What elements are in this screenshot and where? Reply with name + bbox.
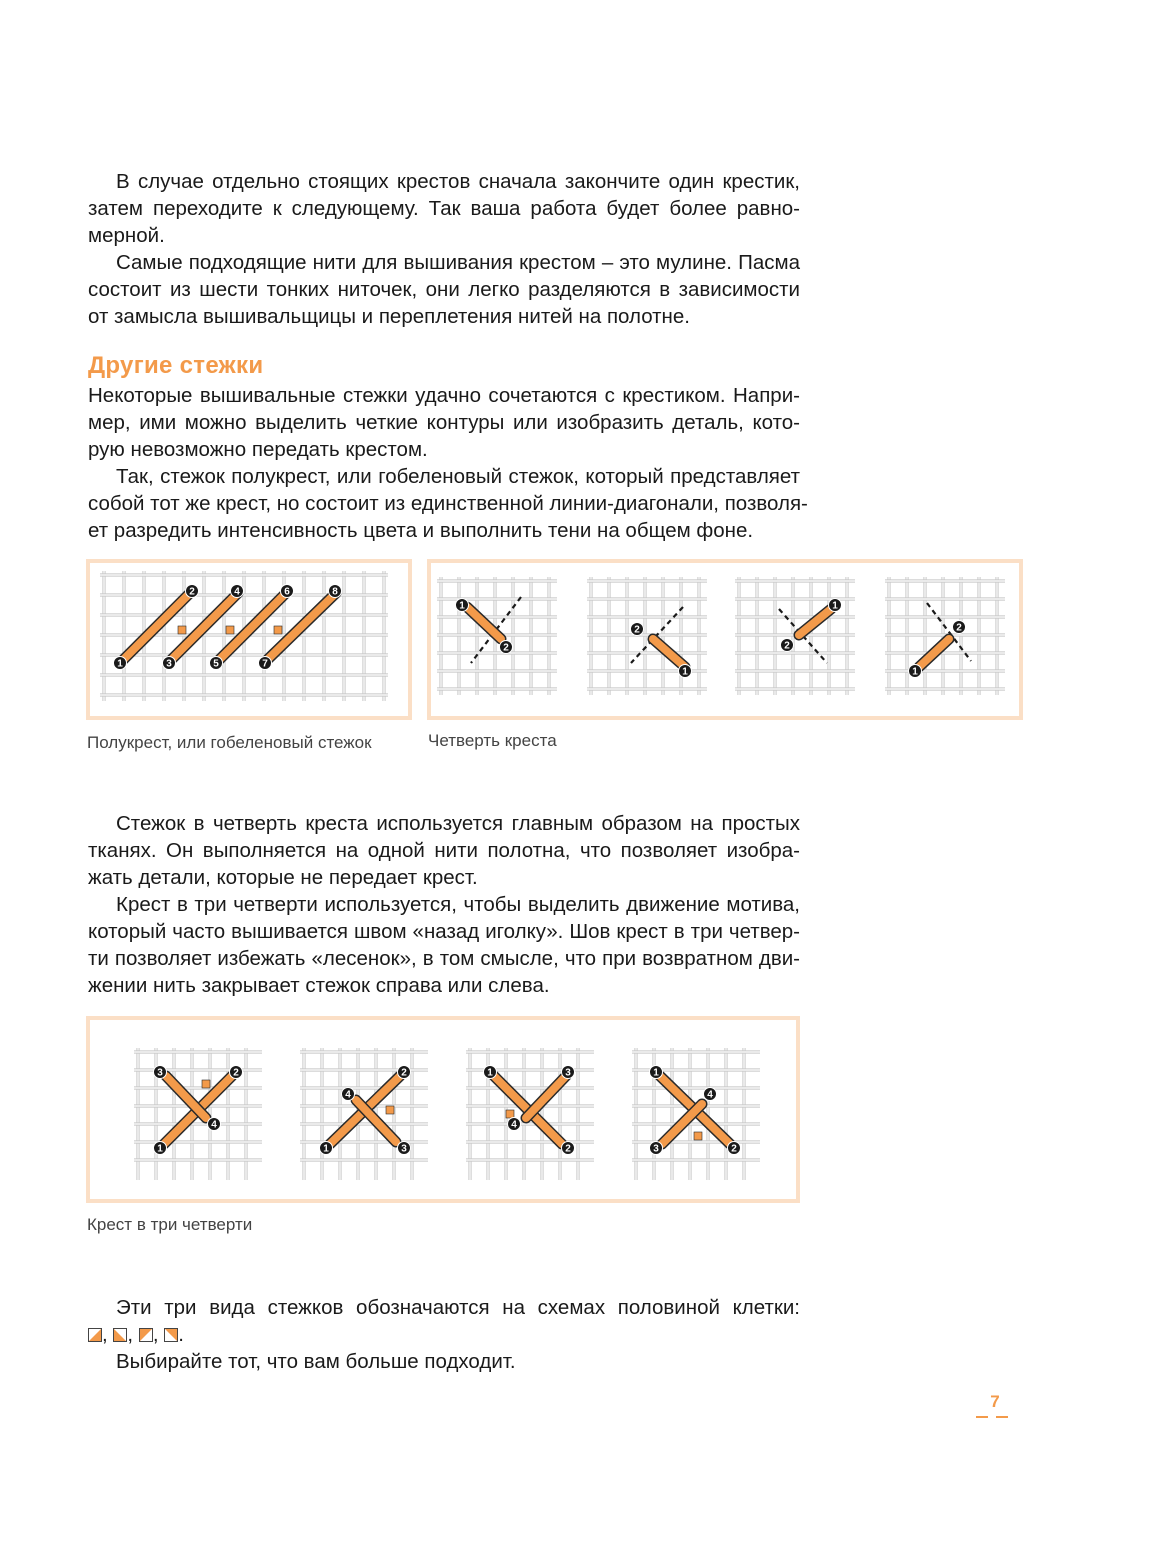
section-heading: Другие стежки (88, 352, 264, 379)
badge-label: 1 (157, 1143, 163, 1155)
half-cell-symbol-icon (164, 1328, 178, 1342)
text-line: ти позволяет избежать «лесенок», в том смысле, что при возвратном дви- (88, 947, 800, 970)
hole-marker (226, 626, 234, 634)
badge-label: 2 (189, 586, 195, 598)
step-number-badge (186, 585, 199, 598)
badge-label: 3 (166, 658, 172, 670)
text-line: мер, ими можно выделить четкие контуры или изобразить деталь, кото- (88, 411, 800, 434)
text-line: жении нить закрывает стежок справа или слева. (88, 974, 550, 997)
step-number-badge (114, 657, 127, 670)
step-number-badge (456, 599, 469, 612)
step-number-badge (679, 665, 692, 678)
badge-label: 4 (707, 1089, 713, 1101)
badge-label: 1 (117, 658, 123, 670)
half-cell-symbol-icon (113, 1328, 127, 1342)
step-number-badge (230, 1066, 243, 1079)
text-line: жать детали, которые не передает крест. (88, 866, 478, 889)
badge-label: 2 (956, 622, 962, 634)
step-number-badge (484, 1066, 497, 1079)
body-paragraph-2 (88, 891, 800, 999)
step-number-badge (342, 1088, 355, 1101)
step-number-badge (329, 585, 342, 598)
symbols-line: , , , . (88, 1321, 800, 1348)
text-line: Так, стежок полукрест, или гобеленовый стежок, который представляет (116, 465, 800, 488)
quarter-cross-diagram (431, 563, 1019, 716)
text-line: рую невозможно передать крестом. (88, 438, 428, 461)
step-number-badge (909, 665, 922, 678)
step-number-badge (398, 1142, 411, 1155)
badge-label: 2 (565, 1143, 571, 1155)
step-number-badge (320, 1142, 333, 1155)
badge-label: 3 (157, 1067, 163, 1079)
half-cross-diagram (90, 563, 408, 716)
badge-label: 8 (332, 586, 338, 598)
badge-label: 1 (682, 666, 688, 678)
step-number-badge (650, 1142, 663, 1155)
step-number-badge (210, 657, 223, 670)
three-quarter-cross-diagram (90, 1020, 796, 1199)
badge-label: 2 (503, 642, 509, 654)
text-line: затем переходите к следующему. Так ваша работа будет более равно- (88, 197, 800, 220)
step-number-badge (728, 1142, 741, 1155)
text-line: состоит из шести тонких ниточек, они легко разделяются в зависимости (88, 278, 800, 301)
stitch (166, 1076, 206, 1118)
step-number-badge (650, 1066, 663, 1079)
step-number-badge (163, 657, 176, 670)
three-quarter-cross-caption: Крест в три четверти (87, 1215, 253, 1234)
quarter-cross-figure (427, 559, 1023, 720)
text-line: Эти три вида стежков обозначаются на схемах половиной клетки: (116, 1296, 800, 1319)
three-quarter-cross-figure (86, 1016, 800, 1203)
text-line: В случае отдельно стоящих крестов сначала закончите один крестик, (116, 170, 800, 193)
badge-label: 1 (459, 600, 465, 612)
text-line: тканях. Он выполняется на одной нити полотна, что позволяет изобра- (88, 839, 800, 862)
badge-label: 2 (401, 1067, 407, 1079)
badge-label: 2 (634, 624, 640, 636)
badge-label: 7 (262, 658, 268, 670)
badge-label: 1 (653, 1067, 659, 1079)
page-number-rule-left (976, 1416, 988, 1418)
section-paragraph-1 (88, 382, 800, 463)
half-cell-symbol-icon (139, 1328, 153, 1342)
badge-label: 2 (784, 640, 790, 652)
closing-paragraph (88, 1294, 800, 1375)
badge-label: 3 (401, 1143, 407, 1155)
step-number-badge (398, 1066, 411, 1079)
step-number-badge (631, 623, 644, 636)
hole-marker (202, 1080, 210, 1088)
page-number: 7 (990, 1392, 1000, 1411)
hole-marker (694, 1132, 702, 1140)
step-number-badge (562, 1142, 575, 1155)
text-line: от замысла вышивальщицы и переплетения нитей на полотне. (88, 305, 690, 328)
half-cell-symbol-icon (88, 1328, 102, 1342)
badge-label: 5 (213, 658, 219, 670)
canvas-grid (587, 577, 707, 695)
section-paragraph-2 (88, 463, 808, 544)
step-number-badge (781, 639, 794, 652)
badge-label: 2 (731, 1143, 737, 1155)
step-number-badge (208, 1118, 221, 1131)
text-line: ет разредить интенсивность цвета и выполнить тени на общем фоне. (88, 519, 754, 542)
hole-marker (386, 1106, 394, 1114)
step-number-badge (231, 585, 244, 598)
text-line: Выбирайте тот, что вам больше подходит. (116, 1350, 516, 1373)
badge-label: 2 (233, 1067, 239, 1079)
step-number-badge (281, 585, 294, 598)
step-number-badge (154, 1066, 167, 1079)
badge-label: 1 (487, 1067, 493, 1079)
intro-paragraph-1 (88, 168, 800, 249)
text-line: Самые подходящие нити для вышивания крестом – это мулине. Пасма (116, 251, 800, 274)
half-cross-caption: Полукрест, или гобеленовый стежок (87, 733, 372, 752)
hole-marker (178, 626, 186, 634)
step-number-badge (154, 1142, 167, 1155)
step-number-badge (562, 1066, 575, 1079)
stitch (799, 609, 831, 635)
text-line: который часто вышивается швом «назад иголку». Шов крест в три четвер- (88, 920, 800, 943)
step-number-badge (508, 1118, 521, 1131)
badge-label: 3 (565, 1067, 571, 1079)
badge-label: 1 (832, 600, 838, 612)
text-line: Стежок в четверть креста используется главным образом на простых (116, 812, 800, 835)
text-line: мерной. (88, 224, 165, 247)
badge-label: 4 (511, 1119, 517, 1131)
badge-label: 4 (345, 1089, 351, 1101)
text-line: Некоторые вышивальные стежки удачно сочетаются с крестиком. Напри- (88, 384, 800, 407)
half-cross-figure (86, 559, 412, 720)
badge-label: 3 (653, 1143, 659, 1155)
step-number-badge (704, 1088, 717, 1101)
badge-label: 6 (284, 586, 290, 598)
step-number-badge (500, 641, 513, 654)
badge-label: 4 (211, 1119, 217, 1131)
step-number-badge (953, 621, 966, 634)
hole-marker (506, 1110, 514, 1118)
text-line: собой тот же крест, но состоит из единственной линии-диагонали, позволя- (88, 492, 808, 515)
badge-label: 1 (912, 666, 918, 678)
body-paragraph-1 (88, 810, 800, 891)
badge-label: 1 (323, 1143, 329, 1155)
hole-marker (274, 626, 282, 634)
badge-label: 4 (234, 586, 240, 598)
step-number-badge (259, 657, 272, 670)
text-line: Крест в три четверти используется, чтобы выделить движение мотива, (116, 893, 800, 916)
step-number-badge (829, 599, 842, 612)
intro-paragraph-2 (88, 249, 800, 330)
page-number-rule-right (996, 1416, 1008, 1418)
quarter-cross-caption: Четверть креста (428, 731, 557, 750)
